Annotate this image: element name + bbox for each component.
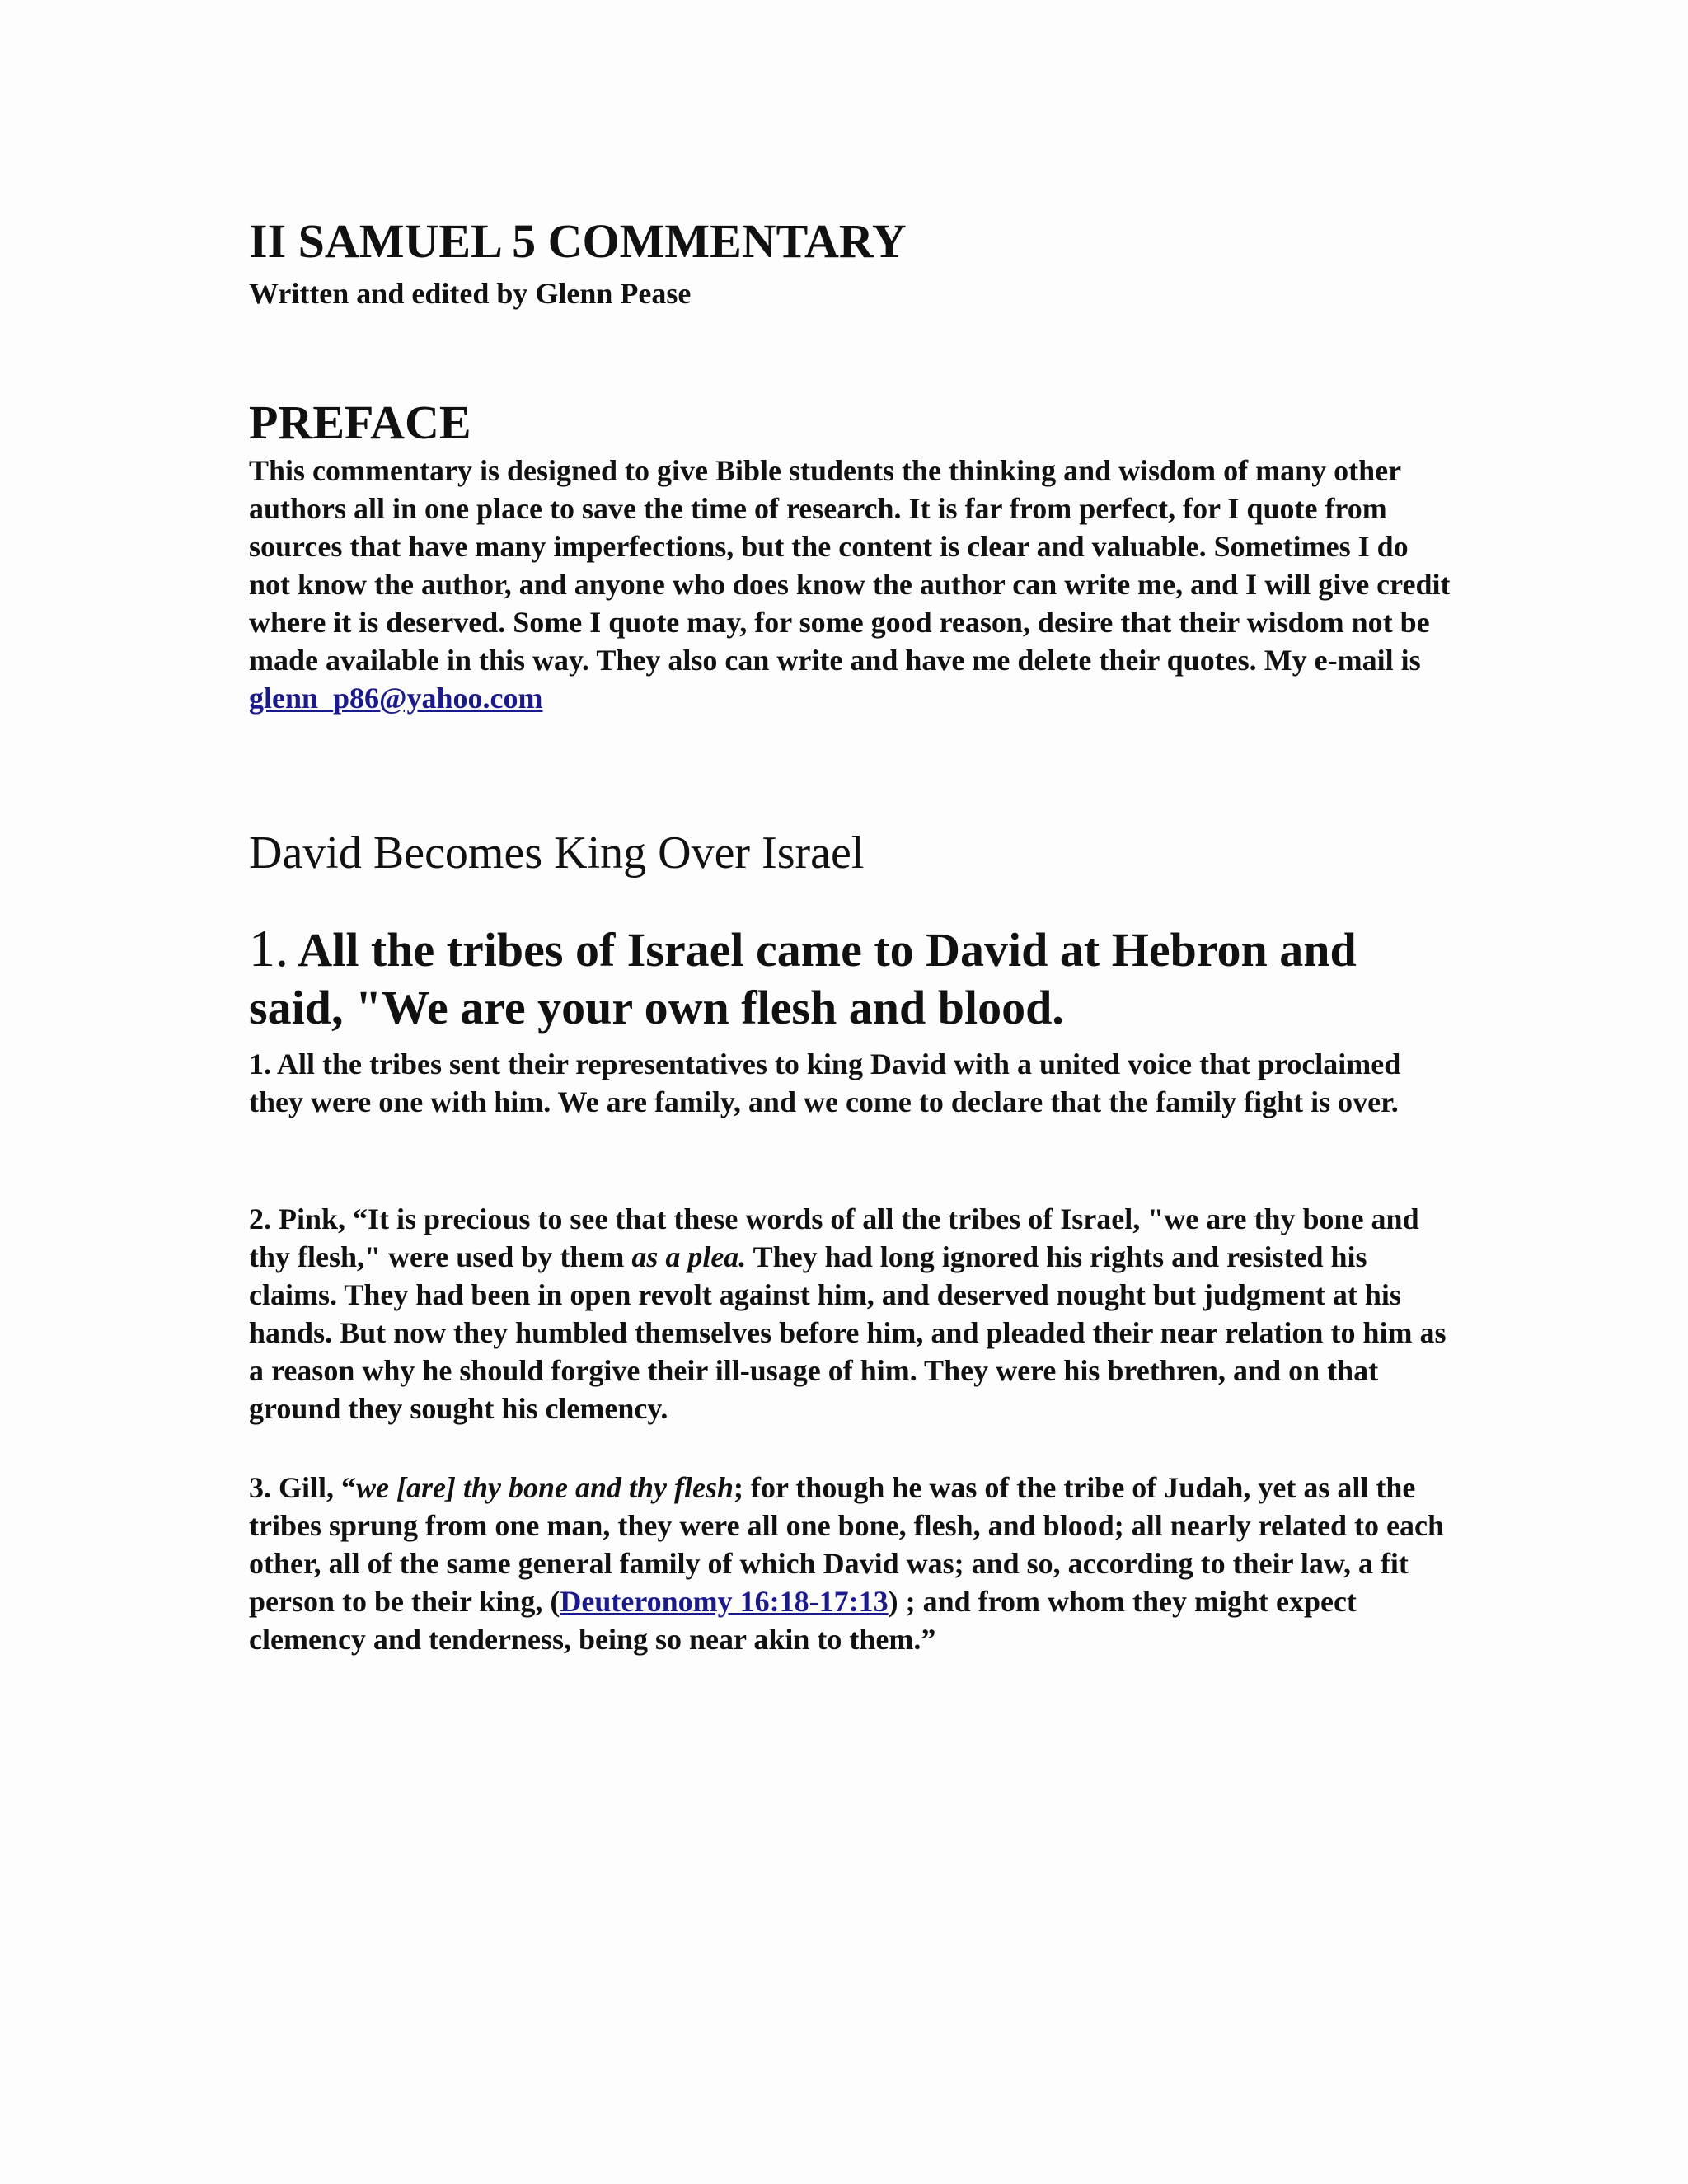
- comment-2-start: 2. Pink, “It is precious to see that these words of all the tribes of Israel, "we are thy bone and thy flesh," were used by them: [249, 1202, 1419, 1273]
- comment-3-italic: we [are] thy bone and thy flesh: [356, 1471, 734, 1504]
- byline: Written and edited by Glenn Pease: [249, 277, 692, 310]
- comment-3-mid: ; for though he was of the tribe of Judah, yet as all the tribes sprung from one man, they were all one bone, flesh, and blood; all nearly related to each other, all of the same general family of which David was; and so, according to their law, a fit person to be their king, (: [249, 1471, 1444, 1618]
- comment-2: [249, 1200, 1452, 1427]
- comment-2-end: They had long ignored his rights and resisted his claims. They had been in open revolt against him, and deserved nought but judgment at his hands. But now they humbled themselves before him, and pleaded their near relation to him as a reason why he should forgive their ill-usage of him. They were his brethren, and on that ground they sought his clemency.: [249, 1240, 1447, 1425]
- verse-number: 1.: [249, 919, 288, 977]
- section-subtitle: David Becomes King Over Israel: [249, 827, 865, 879]
- document-page: [249, 213, 1452, 1658]
- comment-3: [249, 1469, 1452, 1658]
- preface-body: This commentary is designed to give Bible students the thinking and wisdom of many other authors all in one place to save the time of research. It is far from perfect, for I quote from sources that have many imperfections, but the content is clear and valuable. Sometimes I do not know the author, and anyone who does know the author can write me, and I will give credit where it is deserved. Some I quote may, for some good reason, desire that their wisdom not be made available in this way. They also can write and have me delete their quotes. My e-mail is: [249, 454, 1451, 677]
- comment-3-start: 3. Gill, “: [249, 1471, 357, 1504]
- preface-text: [249, 452, 1452, 717]
- comment-3-end: ) ; and from whom they might expect clemency and tenderness, being so near akin to them.”: [249, 1585, 1357, 1656]
- email-link[interactable]: glenn_p86@yahoo.com: [249, 682, 543, 715]
- verse-heading: [249, 920, 1452, 1037]
- comment-2-italic: as a plea.: [631, 1240, 747, 1273]
- scripture-link[interactable]: Deuteronomy 16:18-17:13: [560, 1585, 889, 1618]
- document-title: II SAMUEL 5 COMMENTARY: [249, 214, 907, 268]
- preface-heading: PREFACE: [249, 396, 471, 449]
- verse-text: All the tribes of Israel came to David at Hebron and said, "We are your own flesh and blood.: [249, 923, 1357, 1034]
- comment-1: 1. All the tribes sent their representatives to king David with a united voice that proclaimed they were one with him. We are family, and we come to declare that the family fight is over.: [249, 1047, 1401, 1118]
